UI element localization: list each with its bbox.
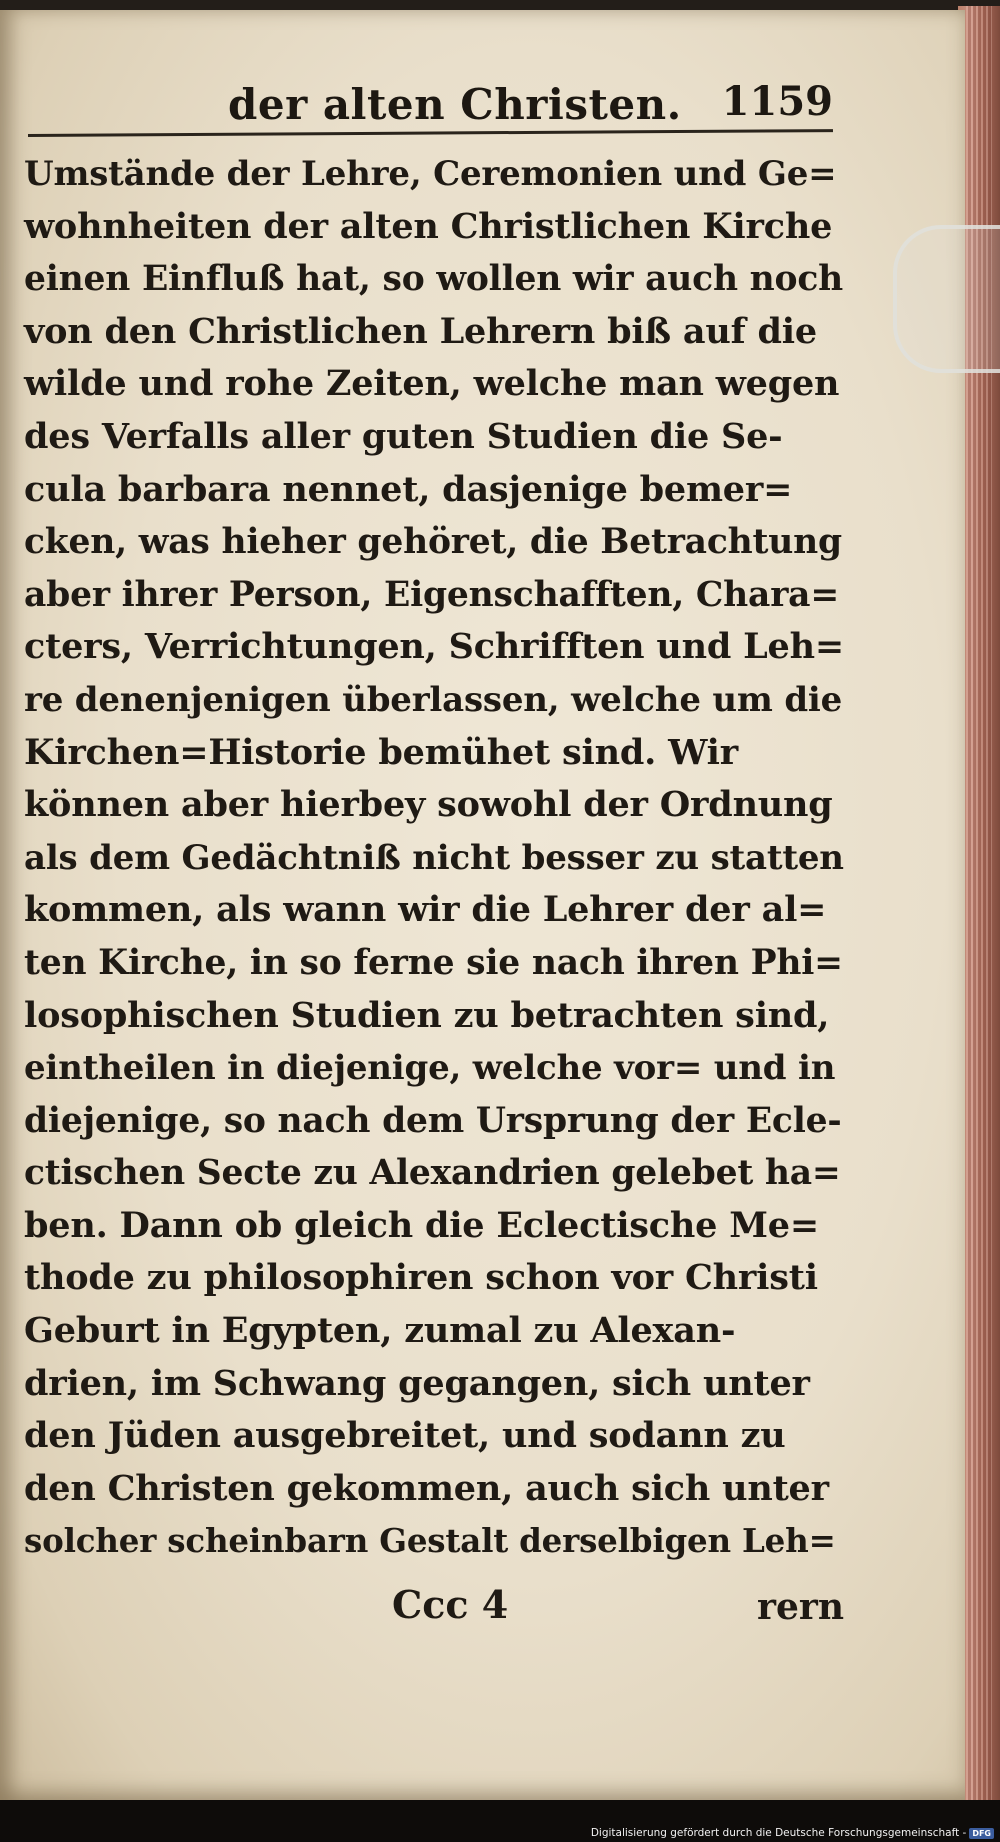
text-line: ctischen Secte zu Alexandrien gelebet ha= [24,1153,841,1194]
text-line: ben. Dann ob gleich die Eclectische Me= [24,1204,819,1246]
page-footer [24,1582,844,1642]
text-line: wohnheiten der alten Christlichen Kirche [24,205,833,247]
text-line: den Jüden ausgebreitet, und sodann zu [24,1415,786,1457]
text-line: kommen, als wann wir die Lehrer der al= [24,889,827,931]
text-line: re denenjenigen überlassen, welche um die [24,679,843,720]
text-line: Kirchen=Historie bemühet sind. Wir [24,731,738,773]
text-line: von den Christlichen Lehrern biß auf die [24,310,817,352]
text-line: losophischen Studien zu betrachten sind, [24,994,830,1036]
text-line: solcher scheinbarn Gestalt derselbigen Leh= [24,1521,836,1561]
page-clip [893,225,1000,373]
book-page [0,10,965,1800]
text-line: des Verfalls aller guten Studien die Se- [24,415,783,457]
text-line: drien, im Schwang gegangen, sich unter [24,1362,810,1404]
text-line: thode zu philosophiren schon vor Christi [24,1257,818,1299]
text-line: können aber hierbey sowohl der Ordnung [24,784,833,826]
credit-text: Digitalisierung gefördert durch die Deutsche Forschungsgemeinschaft - [590,1827,967,1839]
text-line: cken, was hieher gehöret, die Betrachtung [24,522,842,563]
body-text [24,148,844,1568]
digitization-credit [591,1826,994,1840]
signature-mark: Ccc 4 [392,1582,509,1627]
text-line: Geburt in Egypten, zumal zu Alexan- [24,1310,736,1352]
text-line: diejenige, so nach dem Ursprung der Ecle- [24,1100,842,1141]
text-line: als dem Gedächtniß nicht besser zu statten [24,837,844,878]
dfg-logo: DFG [969,1828,994,1839]
text-line: wilde und rohe Zeiten, welche man wegen [24,363,840,405]
page-number: 1159 [721,78,833,125]
text-line: einen Einfluß hat, so wollen wir auch noch [24,259,844,300]
text-line: cula barbara nennet, dasjenige bemer= [24,468,793,510]
text-line: den Christen gekommen, auch sich unter [24,1467,829,1509]
text-line: ten Kirche, in so ferne sie nach ihren Phi= [24,942,843,983]
text-line: eintheilen in diejenige, welche vor= und in [24,1048,836,1089]
text-line: Umstände der Lehre, Ceremonien und Ge= [24,154,837,194]
running-head-title: der alten Christen. [228,80,682,129]
catchword: rern [756,1586,844,1628]
text-line: aber ihrer Person, Eigenschafften, Chara= [24,574,840,615]
text-line: cters, Verrichtungen, Schrifften und Leh= [24,626,844,668]
